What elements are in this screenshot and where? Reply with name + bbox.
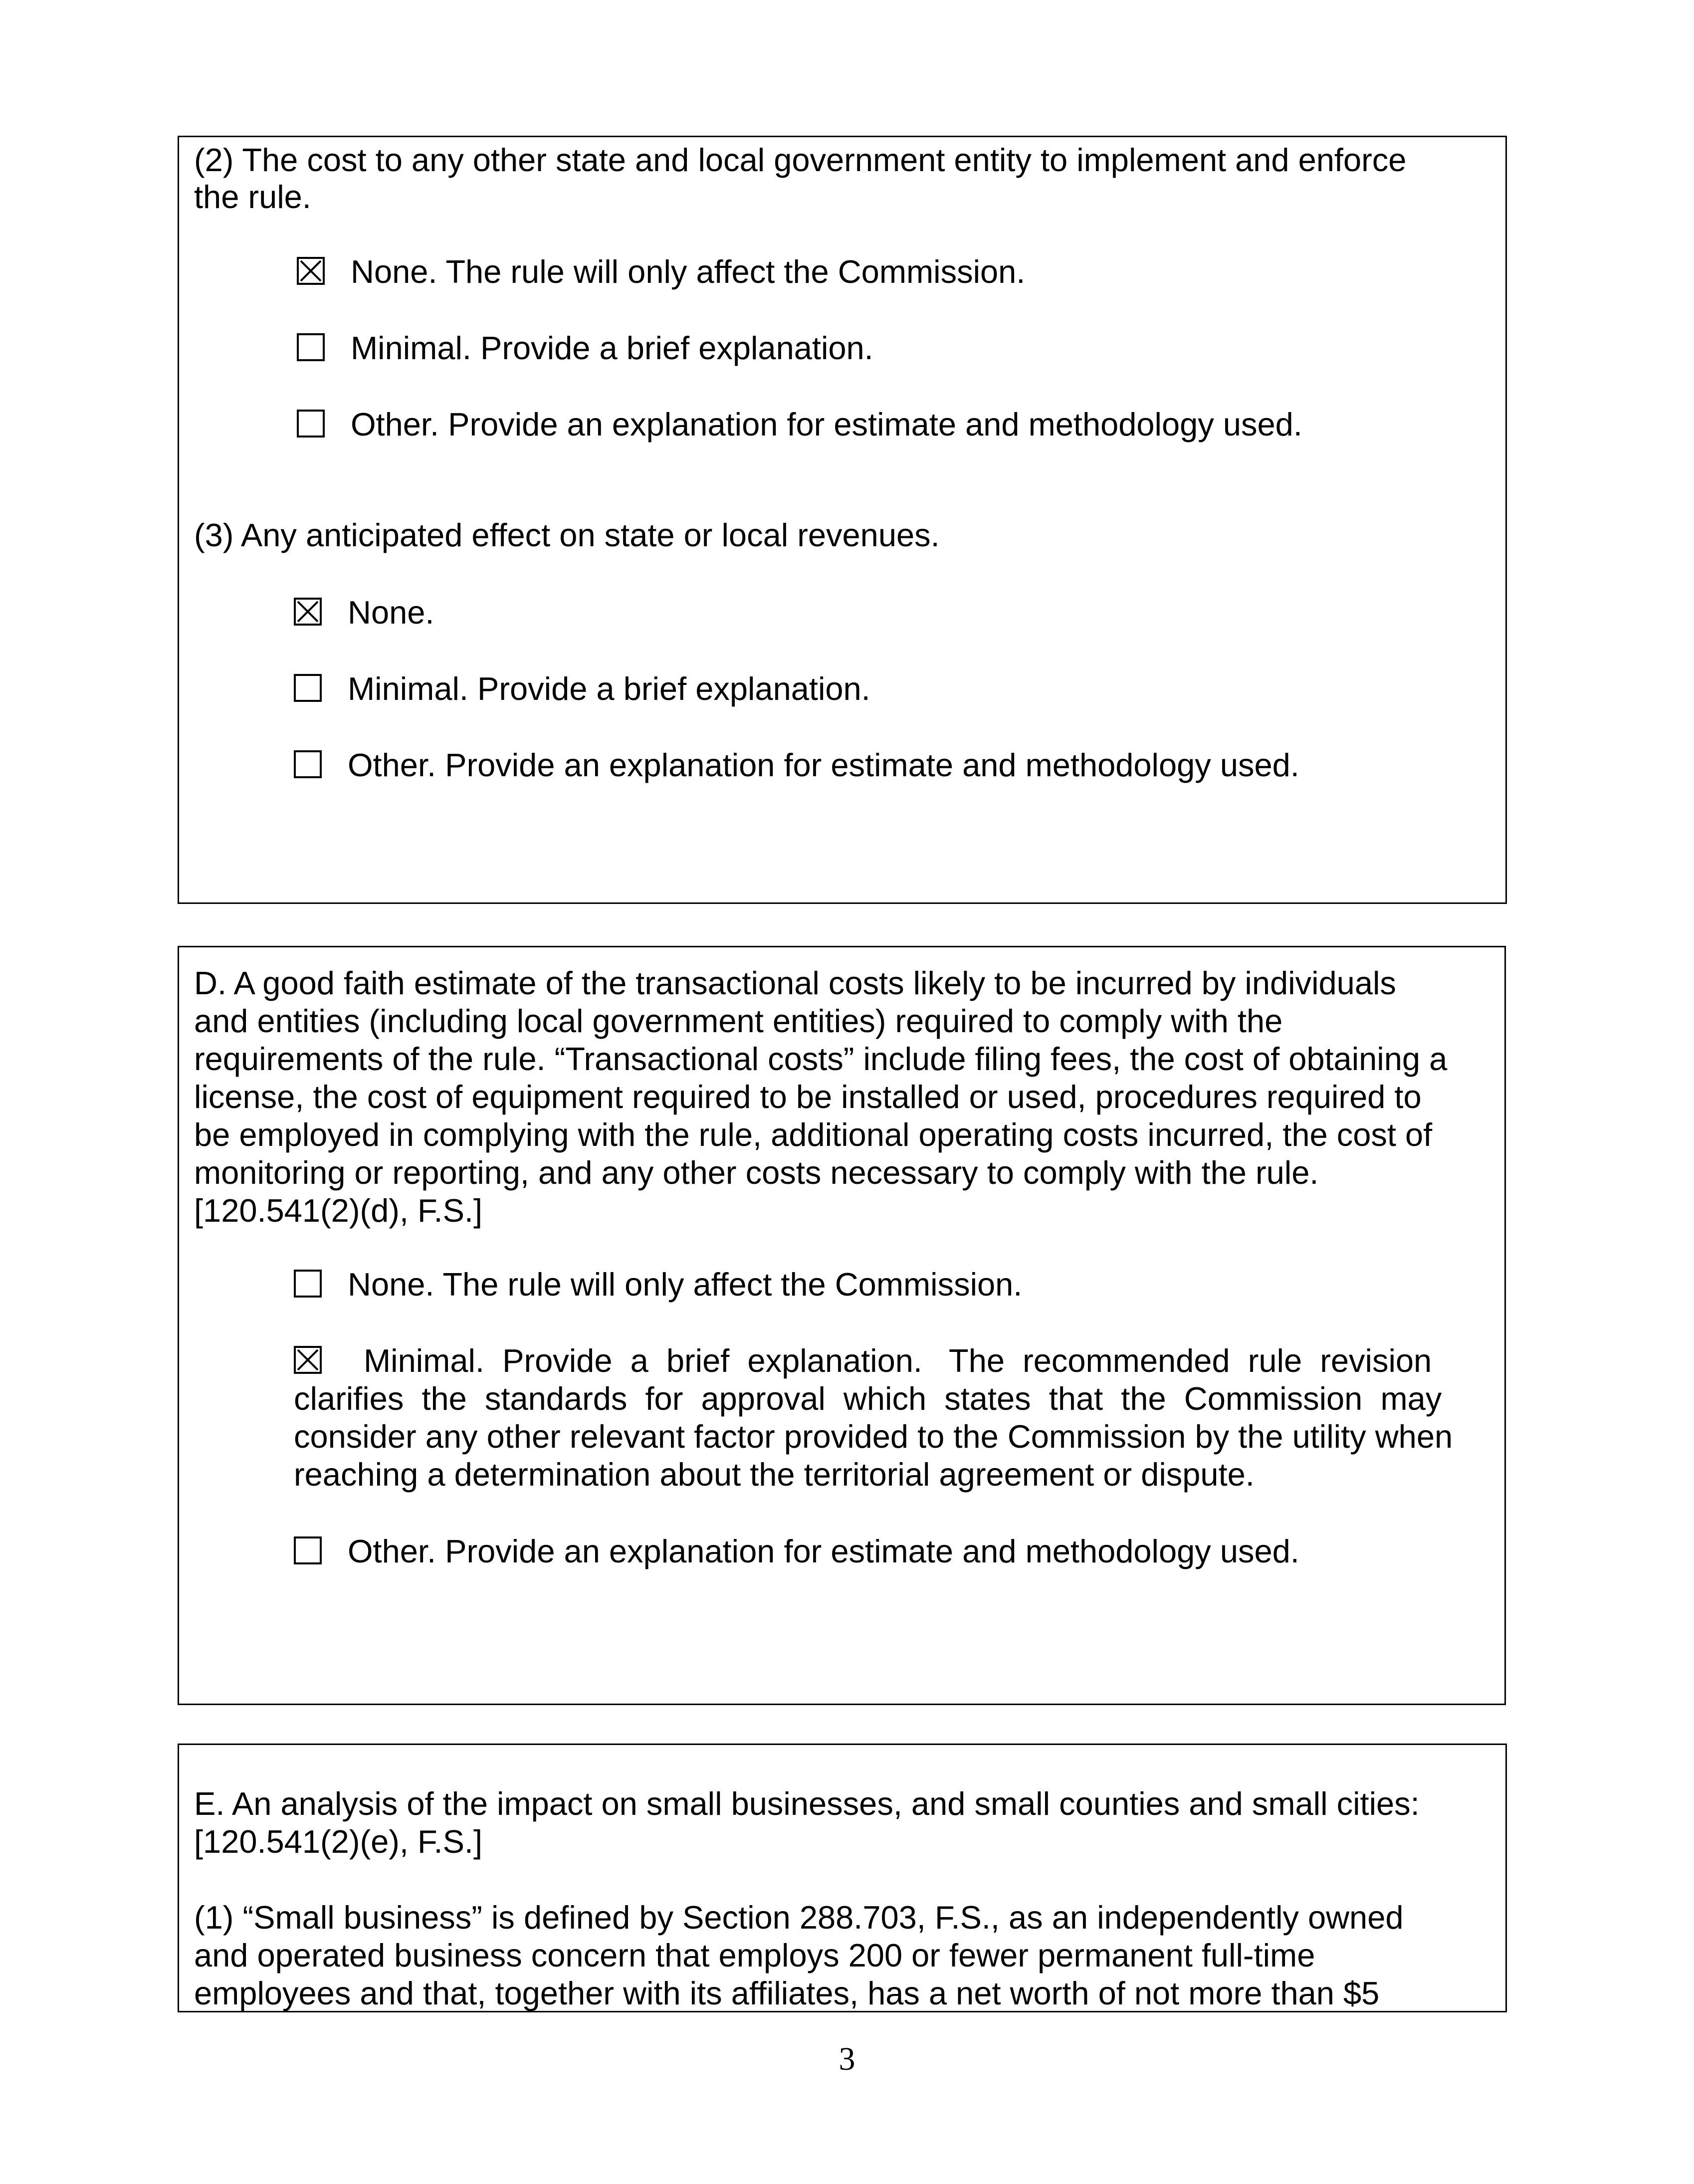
checkbox-checked[interactable] — [294, 1346, 322, 1374]
option-label: None. The rule will only affect the Commission. — [351, 253, 1026, 290]
option-label: Other. Provide an explanation for estimate and methodology used. — [348, 1533, 1299, 1569]
section-d-line-1: D. A good faith estimate of the transactional costs likely to be incurred by individuals — [194, 965, 1396, 1001]
checkbox-unchecked[interactable] — [297, 410, 325, 437]
checkbox-checked[interactable] — [297, 257, 325, 285]
option-label: Other. Provide an explanation for estimate and methodology used. — [351, 406, 1302, 442]
option-label: Other. Provide an explanation for estimate and methodology used. — [348, 747, 1299, 783]
checkbox-unchecked[interactable] — [294, 750, 322, 778]
checkbox-unchecked[interactable] — [294, 674, 322, 702]
option-label: Minimal. Provide a brief explanation. — [348, 670, 870, 707]
section-d-line-7: [120.541(2)(d), F.S.] — [194, 1192, 483, 1229]
option-label: None. — [348, 594, 434, 631]
section-e-item-1-line-2: and operated business concern that employs 200 or fewer permanent full-time — [194, 1937, 1315, 1973]
section-e-intro-line-1: E. An analysis of the impact on small businesses, and small counties and small cities: — [194, 1785, 1420, 1822]
minimal-explanation-line-1: Minimal. Provide a brief explanation. The recommended rule revision — [364, 1342, 1432, 1379]
minimal-explanation-line-4: reaching a determination about the territorial agreement or dispute. — [294, 1456, 1255, 1493]
minimal-explanation-line-3: consider any other relevant factor provided to the Commission by the utility when — [294, 1418, 1453, 1455]
checkbox-checked[interactable] — [294, 598, 322, 626]
item-3-text: (3) Any anticipated effect on state or local revenues. — [194, 517, 940, 553]
section-d-line-3: requirements of the rule. “Transactional costs” include filing fees, the cost of obtaining a — [194, 1041, 1448, 1077]
section-d-line-5: be employed in complying with the rule, additional operating costs incurred, the cost of — [194, 1116, 1433, 1153]
section-e-item-1-line-3: employees and that, together with its affiliates, has a net worth of not more than $5 — [194, 1975, 1380, 2011]
section-e-item-1-line-1: (1) “Small business” is defined by Section 288.703, F.S., as an independently owned — [194, 1899, 1404, 1936]
section-e-intro-line-2: [120.541(2)(e), F.S.] — [194, 1823, 483, 1860]
section-c-continued-box — [178, 136, 1507, 904]
page-number: 3 — [839, 2041, 855, 2077]
section-d-box — [178, 946, 1506, 1705]
section-e-box — [178, 1744, 1507, 2012]
item-2-text-line-2: the rule. — [194, 179, 311, 215]
section-d-option-minimal[interactable] — [294, 1342, 1481, 1497]
option-label: None. The rule will only affect the Commission. — [348, 1266, 1023, 1303]
checkbox-unchecked[interactable] — [294, 1270, 322, 1298]
option-label: Minimal. Provide a brief explanation. — [351, 330, 873, 366]
section-d-line-6: monitoring or reporting, and any other costs necessary to comply with the rule. — [194, 1154, 1319, 1191]
section-d-line-2: and entities (including local government entities) required to comply with the — [194, 1003, 1283, 1039]
item-2-text-line-1: (2) The cost to any other state and local government entity to implement and enforce — [194, 142, 1407, 178]
minimal-explanation-line-2: clarifies the standards for approval which states that the Commission may — [294, 1380, 1442, 1417]
checkbox-unchecked[interactable] — [297, 333, 325, 361]
checkbox-unchecked[interactable] — [294, 1536, 322, 1564]
section-d-line-4: license, the cost of equipment required to be installed or used, procedures required to — [194, 1079, 1422, 1115]
